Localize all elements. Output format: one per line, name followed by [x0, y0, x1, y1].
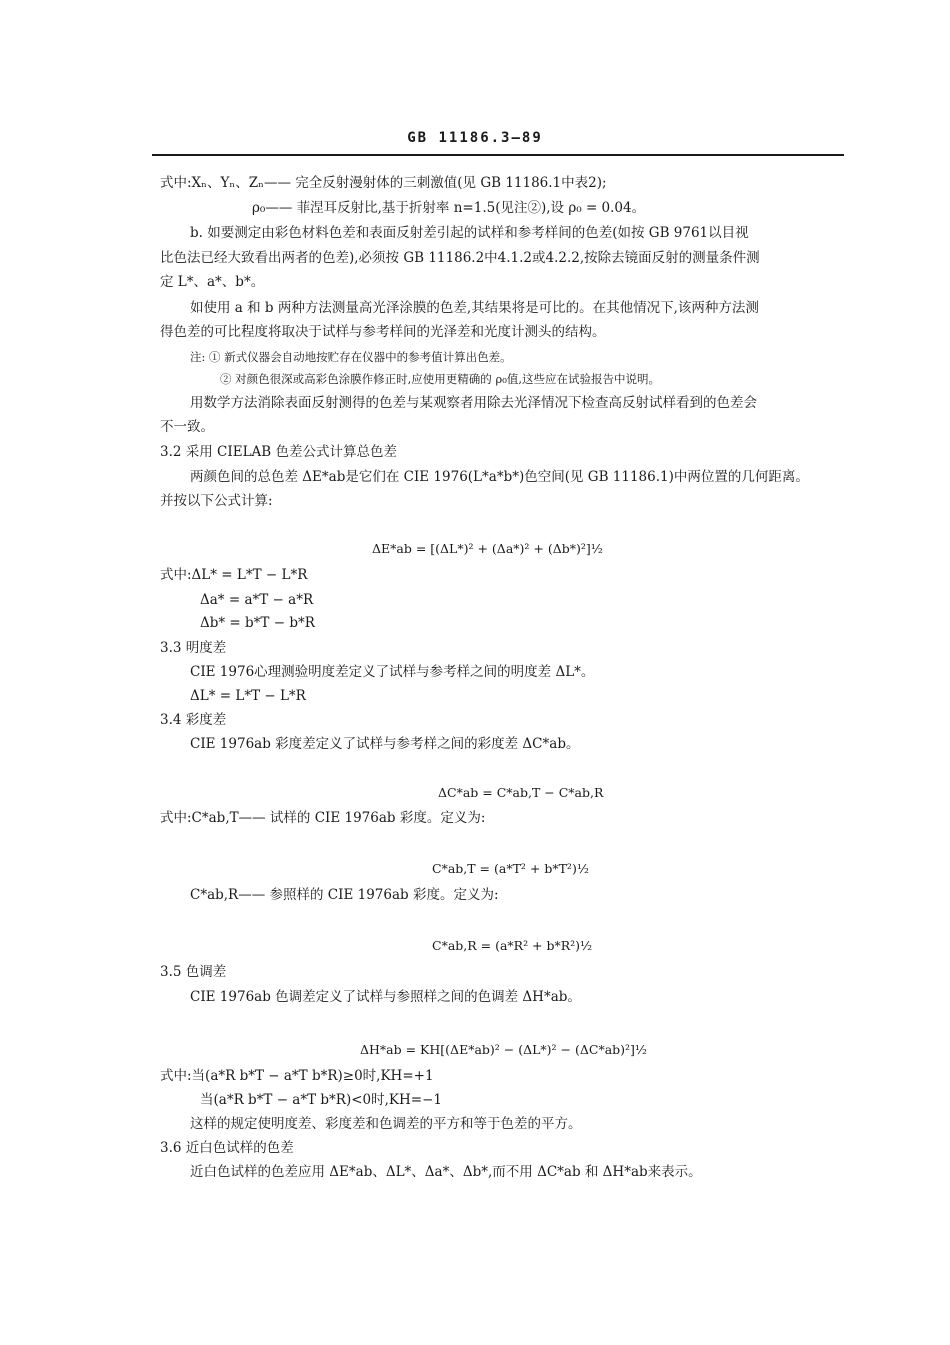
text-line: 如使用 a 和 b 两种方法测量高光泽涂膜的色差,其结果将是可比的。在其他情况下,该两种方法测 — [190, 300, 759, 316]
text-line: b. 如要测定由彩色材料色差和表面反射差引起的试样和参考样间的色差(如按 GB 9761以目视 — [190, 225, 749, 241]
text-line: 式中:当(a*R b*T − a*T b*R)≥0时,KH=+1 — [160, 1068, 434, 1084]
formula-chroma-test: C*ab,T = (a*T² + b*T²)½ — [432, 861, 589, 876]
text-line: 定 L*、a*、b*。 — [160, 274, 265, 290]
text-line: Δb* = b*T − b*R — [200, 615, 315, 631]
text-line: 并按以下公式计算: — [160, 493, 273, 509]
formula-chroma-reference: C*ab,R = (a*R² + b*R²)½ — [432, 938, 593, 953]
text-line: 用数学方法消除表面反射测得的色差与某观察者用除去光泽情况下检查高反射试样看到的色差会 — [190, 395, 757, 411]
text-line: 不一致。 — [160, 419, 214, 435]
text-line: CIE 1976ab 色调差定义了试样与参照样之间的色调差 ΔH*ab。 — [190, 989, 581, 1005]
formula-chroma-difference: ΔC*ab = C*ab,T − C*ab,R — [438, 785, 604, 800]
section-heading-3-3: 3.3 明度差 — [160, 640, 227, 656]
page-header: GB 11186.3—89 — [407, 130, 543, 146]
text-line: CIE 1976ab 彩度差定义了试样与参考样之间的彩度差 ΔC*ab。 — [190, 736, 580, 752]
section-heading-3-4: 3.4 彩度差 — [160, 712, 227, 728]
text-line: 式中:Xₙ、Yₙ、Zₙ—— 完全反射漫射体的三刺激值(见 GB 11186.1中表2); — [160, 175, 607, 191]
note-line: 注: ① 新式仪器会自动地按贮存在仪器中的参考值计算出色差。 — [190, 350, 512, 364]
text-line: 比色法已经大致看出两者的色差),必须按 GB 11186.2中4.1.2或4.2.2,按除去镜面反射的测量条件测 — [160, 250, 760, 266]
text-line: 这样的规定使明度差、彩度差和色调差的平方和等于色差的平方。 — [190, 1116, 582, 1132]
section-heading-3-2: 3.2 采用 CIELAB 色差公式计算总色差 — [160, 444, 397, 460]
note-line: ② 对颜色很深或高彩色涂膜作修正时,应使用更精确的 ρ₀值,这些应在试验报告中说明。 — [220, 372, 660, 386]
text-line: C*ab,R—— 参照样的 CIE 1976ab 彩度。定义为: — [190, 887, 499, 903]
text-line: 当(a*R b*T − a*T b*R)<0时,KH=−1 — [200, 1092, 442, 1108]
section-heading-3-5: 3.5 色调差 — [160, 964, 227, 980]
formula-hue-difference: ΔH*ab = KH[(ΔE*ab)² − (ΔL*)² − (ΔC*ab)²]½ — [360, 1042, 648, 1057]
text-line: ρ₀—— 菲涅耳反射比,基于折射率 n=1.5(见注②),设 ρ₀ = 0.04。 — [252, 200, 646, 216]
text-line: ΔL* = L*T − L*R — [190, 688, 306, 704]
text-line: Δa* = a*T − a*R — [200, 592, 314, 608]
text-line: 式中:ΔL* = L*T − L*R — [160, 567, 308, 583]
section-heading-3-6: 3.6 近白色试样的色差 — [160, 1140, 294, 1156]
text-line: 两颜色间的总色差 ΔE*ab是它们在 CIE 1976(L*a*b*)色空间(见 GB 11186.1)中两位置的几何距离。 — [190, 469, 809, 485]
text-line: 式中:C*ab,T—— 试样的 CIE 1976ab 彩度。定义为: — [160, 810, 486, 826]
formula-total-color-difference: ΔE*ab = [(ΔL*)² + (Δa*)² + (Δb*)²]½ — [372, 541, 603, 556]
header-rule — [152, 154, 844, 156]
text-line: 得色差的可比程度将取决于试样与参考样间的光泽差和光度计测头的结构。 — [160, 324, 606, 340]
text-line: CIE 1976心理测验明度差定义了试样与参考样之间的明度差 ΔL*。 — [190, 664, 595, 680]
text-line: 近白色试样的色差应用 ΔE*ab、ΔL*、Δa*、Δb*,而不用 ΔC*ab 和 ΔH*ab来表示。 — [190, 1164, 702, 1180]
